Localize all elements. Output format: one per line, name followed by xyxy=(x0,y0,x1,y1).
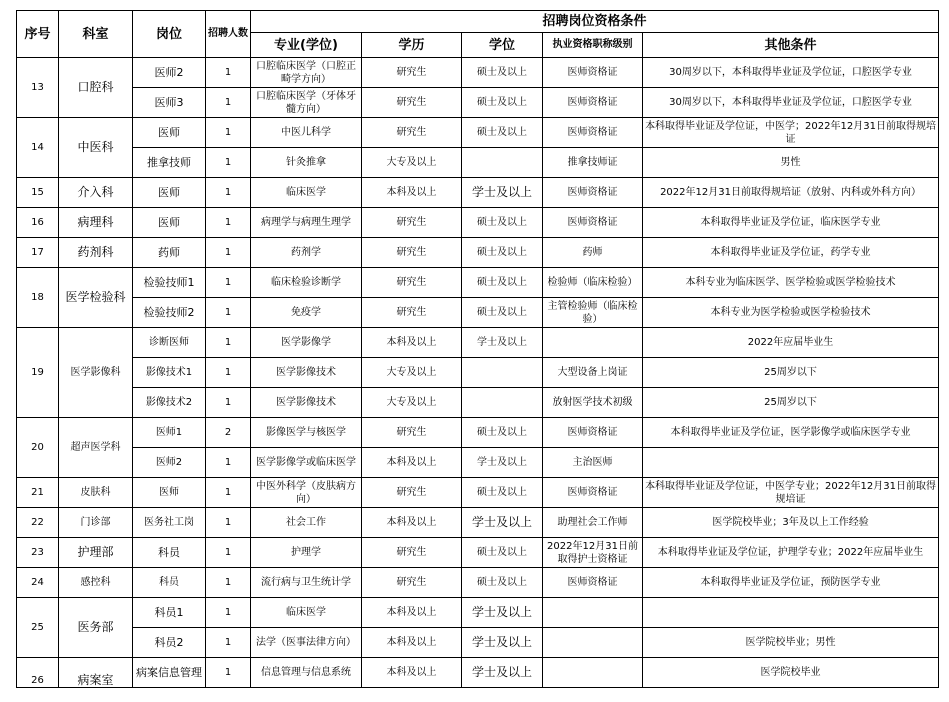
cell-education: 本科及以上 xyxy=(362,628,462,658)
cell-degree: 硕士及以上 xyxy=(462,208,543,238)
cell-cert: 医师资格证 xyxy=(543,58,643,88)
cell-dept: 医学影像科 xyxy=(59,328,133,418)
cell-cert xyxy=(543,328,643,358)
recruitment-table xyxy=(16,10,939,688)
cell-dept: 门诊部 xyxy=(59,508,133,538)
cell-education: 研究生 xyxy=(362,568,462,598)
cell-major: 中医儿科学 xyxy=(251,118,362,148)
cell-degree xyxy=(462,358,543,388)
cell-count: 1 xyxy=(206,238,251,268)
table-row xyxy=(17,508,939,538)
cell-major: 医学影像学 xyxy=(251,328,362,358)
cell-count: 1 xyxy=(206,298,251,328)
cell-major: 流行病与卫生统计学 xyxy=(251,568,362,598)
cell-degree: 学士及以上 xyxy=(462,328,543,358)
cell-major: 医学影像技术 xyxy=(251,388,362,418)
cell-position: 医师 xyxy=(133,118,206,148)
cell-degree: 硕士及以上 xyxy=(462,118,543,148)
cell-seq: 19 xyxy=(17,328,59,418)
cell-position: 医师2 xyxy=(133,448,206,478)
table-row xyxy=(17,448,939,478)
table-row xyxy=(17,88,939,118)
cell-position: 检验技师1 xyxy=(133,268,206,298)
cell-seq: 21 xyxy=(17,478,59,508)
cell-position: 医师3 xyxy=(133,88,206,118)
table-row xyxy=(17,298,939,328)
cell-degree: 学士及以上 xyxy=(462,628,543,658)
cell-degree: 硕士及以上 xyxy=(462,538,543,568)
cell-major: 中医外科学（皮肤病方向） xyxy=(251,478,362,508)
cell-other xyxy=(643,598,939,628)
cell-major: 临床医学 xyxy=(251,598,362,628)
cell-other: 2022年12月31日前取得规培证（放射、内科或外科方向） xyxy=(643,178,939,208)
cell-cert: 推拿技师证 xyxy=(543,148,643,178)
cell-education: 本科及以上 xyxy=(362,448,462,478)
cell-dept: 医务部 xyxy=(59,598,133,658)
cell-count: 1 xyxy=(206,58,251,88)
cell-dept: 药剂科 xyxy=(59,238,133,268)
cell-major: 医学影像学或临床医学 xyxy=(251,448,362,478)
cell-position: 影像技术1 xyxy=(133,358,206,388)
header-count: 招聘人数 xyxy=(206,11,251,58)
cell-education: 大专及以上 xyxy=(362,148,462,178)
cell-count: 1 xyxy=(206,448,251,478)
table-row xyxy=(17,238,939,268)
cell-position: 科员2 xyxy=(133,628,206,658)
table-row xyxy=(17,628,939,658)
cell-degree xyxy=(462,388,543,418)
cell-cert: 主管检验师（临床检验） xyxy=(543,298,643,328)
cell-other xyxy=(643,448,939,478)
cell-cert: 放射医学技术初级 xyxy=(543,388,643,418)
cell-count: 1 xyxy=(206,538,251,568)
cell-position: 医师1 xyxy=(133,418,206,448)
table-row xyxy=(17,568,939,598)
cell-major: 口腔临床医学（牙体牙髓方向） xyxy=(251,88,362,118)
cell-degree: 硕士及以上 xyxy=(462,568,543,598)
cell-other: 本科取得毕业证及学位证，临床医学专业 xyxy=(643,208,939,238)
cell-education: 研究生 xyxy=(362,88,462,118)
cell-dept: 口腔科 xyxy=(59,58,133,118)
cell-cert: 2022年12月31日前取得护士资格证 xyxy=(543,538,643,568)
header-degree: 学位 xyxy=(462,33,543,58)
cell-position: 科员 xyxy=(133,538,206,568)
cell-other: 本科取得毕业证及学位证，药学专业 xyxy=(643,238,939,268)
table-row xyxy=(17,58,939,88)
cell-seq: 15 xyxy=(17,178,59,208)
cell-cert xyxy=(543,658,643,688)
cell-dept: 中医科 xyxy=(59,118,133,178)
cell-education: 研究生 xyxy=(362,238,462,268)
cell-seq: 23 xyxy=(17,538,59,568)
cell-other: 2022年应届毕业生 xyxy=(643,328,939,358)
cell-other: 男性 xyxy=(643,148,939,178)
cell-other: 本科专业为临床医学、医学检验或医学检验技术 xyxy=(643,268,939,298)
cell-cert: 医师资格证 xyxy=(543,88,643,118)
cell-position: 药师 xyxy=(133,238,206,268)
cell-major: 口腔临床医学（口腔正畸学方向） xyxy=(251,58,362,88)
cell-count: 1 xyxy=(206,88,251,118)
header-cert: 执业资格职称级别 xyxy=(543,33,643,58)
table-row xyxy=(17,388,939,418)
cell-other: 医学院校毕业；3年及以上工作经验 xyxy=(643,508,939,538)
cell-count: 2 xyxy=(206,418,251,448)
cell-education: 本科及以上 xyxy=(362,328,462,358)
cell-degree: 学士及以上 xyxy=(462,448,543,478)
cell-seq: 25 xyxy=(17,598,59,658)
cell-cert: 大型设备上岗证 xyxy=(543,358,643,388)
cell-cert: 医师资格证 xyxy=(543,568,643,598)
header-position: 岗位 xyxy=(133,11,206,58)
cell-count: 1 xyxy=(206,508,251,538)
cell-position: 医师 xyxy=(133,478,206,508)
cell-count: 1 xyxy=(206,658,251,688)
cell-major: 免疫学 xyxy=(251,298,362,328)
cell-major: 信息管理与信息系统 xyxy=(251,658,362,688)
cell-count: 1 xyxy=(206,328,251,358)
cell-other: 25周岁以下 xyxy=(643,358,939,388)
cell-degree: 硕士及以上 xyxy=(462,268,543,298)
cell-other: 25周岁以下 xyxy=(643,388,939,418)
cell-dept: 皮肤科 xyxy=(59,478,133,508)
cell-position: 医务社工岗 xyxy=(133,508,206,538)
table-row xyxy=(17,208,939,238)
cell-position: 影像技术2 xyxy=(133,388,206,418)
cell-count: 1 xyxy=(206,208,251,238)
cell-cert: 医师资格证 xyxy=(543,478,643,508)
cell-count: 1 xyxy=(206,568,251,598)
cell-position: 推拿技师 xyxy=(133,148,206,178)
table-row xyxy=(17,478,939,508)
cell-position: 医师 xyxy=(133,208,206,238)
cell-cert: 医师资格证 xyxy=(543,418,643,448)
cell-other: 本科取得毕业证及学位证，中医学；2022年12月31日前取得规培证 xyxy=(643,118,939,148)
header-education: 学历 xyxy=(362,33,462,58)
cell-dept: 感控科 xyxy=(59,568,133,598)
cell-degree: 学士及以上 xyxy=(462,658,543,688)
cell-dept: 病案室 xyxy=(59,658,133,688)
cell-seq: 18 xyxy=(17,268,59,328)
cell-education: 大专及以上 xyxy=(362,358,462,388)
header-dept: 科室 xyxy=(59,11,133,58)
cell-position: 医师2 xyxy=(133,58,206,88)
cell-education: 研究生 xyxy=(362,268,462,298)
cell-cert: 助理社会工作师 xyxy=(543,508,643,538)
cell-other: 本科取得毕业证及学位证，中医学专业；2022年12月31日前取得规培证 xyxy=(643,478,939,508)
cell-other: 本科取得毕业证及学位证，医学影像学或临床医学专业 xyxy=(643,418,939,448)
cell-seq: 17 xyxy=(17,238,59,268)
cell-major: 医学影像技术 xyxy=(251,358,362,388)
cell-degree xyxy=(462,148,543,178)
cell-seq: 24 xyxy=(17,568,59,598)
cell-degree: 硕士及以上 xyxy=(462,478,543,508)
table-row xyxy=(17,148,939,178)
cell-other: 医学院校毕业；男性 xyxy=(643,628,939,658)
cell-other: 30周岁以下，本科取得毕业证及学位证，口腔医学专业 xyxy=(643,88,939,118)
cell-degree: 硕士及以上 xyxy=(462,418,543,448)
cell-cert xyxy=(543,628,643,658)
table-row xyxy=(17,118,939,148)
header-qualifications: 招聘岗位资格条件 xyxy=(251,11,939,33)
cell-seq: 16 xyxy=(17,208,59,238)
cell-degree: 硕士及以上 xyxy=(462,88,543,118)
cell-education: 大专及以上 xyxy=(362,388,462,418)
cell-position: 诊断医师 xyxy=(133,328,206,358)
table-row xyxy=(17,358,939,388)
cell-cert: 主治医师 xyxy=(543,448,643,478)
table-row xyxy=(17,418,939,448)
cell-cert: 检验师（临床检验） xyxy=(543,268,643,298)
cell-major: 影像医学与核医学 xyxy=(251,418,362,448)
cell-count: 1 xyxy=(206,118,251,148)
cell-seq: 20 xyxy=(17,418,59,478)
cell-degree: 硕士及以上 xyxy=(462,58,543,88)
cell-degree: 学士及以上 xyxy=(462,598,543,628)
cell-seq: 13 xyxy=(17,58,59,118)
table-row xyxy=(17,178,939,208)
cell-count: 1 xyxy=(206,148,251,178)
cell-cert: 药师 xyxy=(543,238,643,268)
cell-count: 1 xyxy=(206,388,251,418)
cell-count: 1 xyxy=(206,268,251,298)
cell-count: 1 xyxy=(206,178,251,208)
cell-other: 医学院校毕业 xyxy=(643,658,939,688)
cell-education: 研究生 xyxy=(362,538,462,568)
cell-education: 本科及以上 xyxy=(362,178,462,208)
cell-education: 研究生 xyxy=(362,478,462,508)
header-other: 其他条件 xyxy=(643,33,939,58)
cell-count: 1 xyxy=(206,358,251,388)
cell-major: 法学（医事法律方向） xyxy=(251,628,362,658)
cell-position: 医师 xyxy=(133,178,206,208)
cell-major: 社会工作 xyxy=(251,508,362,538)
cell-cert: 医师资格证 xyxy=(543,178,643,208)
cell-count: 1 xyxy=(206,598,251,628)
cell-education: 本科及以上 xyxy=(362,658,462,688)
header-major: 专业(学位) xyxy=(251,33,362,58)
cell-degree: 学士及以上 xyxy=(462,508,543,538)
cell-count: 1 xyxy=(206,628,251,658)
cell-education: 研究生 xyxy=(362,208,462,238)
cell-major: 临床医学 xyxy=(251,178,362,208)
table-row xyxy=(17,328,939,358)
cell-dept: 病理科 xyxy=(59,208,133,238)
cell-education: 研究生 xyxy=(362,298,462,328)
cell-other: 30周岁以下，本科取得毕业证及学位证，口腔医学专业 xyxy=(643,58,939,88)
cell-dept: 超声医学科 xyxy=(59,418,133,478)
cell-degree: 硕士及以上 xyxy=(462,238,543,268)
table-row xyxy=(17,598,939,628)
cell-other: 本科专业为医学检验或医学检验技术 xyxy=(643,298,939,328)
cell-education: 研究生 xyxy=(362,118,462,148)
cell-other: 本科取得毕业证及学位证，护理学专业；2022年应届毕业生 xyxy=(643,538,939,568)
cell-other: 本科取得毕业证及学位证，预防医学专业 xyxy=(643,568,939,598)
cell-seq: 26 xyxy=(17,658,59,688)
cell-cert xyxy=(543,598,643,628)
table-row xyxy=(17,268,939,298)
cell-seq: 14 xyxy=(17,118,59,178)
cell-major: 药剂学 xyxy=(251,238,362,268)
cell-major: 护理学 xyxy=(251,538,362,568)
header-seq: 序号 xyxy=(17,11,59,58)
cell-education: 研究生 xyxy=(362,58,462,88)
cell-degree: 硕士及以上 xyxy=(462,298,543,328)
cell-major: 临床检验诊断学 xyxy=(251,268,362,298)
table-row xyxy=(17,658,939,688)
cell-position: 科员1 xyxy=(133,598,206,628)
cell-dept: 介入科 xyxy=(59,178,133,208)
cell-dept: 护理部 xyxy=(59,538,133,568)
cell-position: 检验技师2 xyxy=(133,298,206,328)
cell-major: 病理学与病理生理学 xyxy=(251,208,362,238)
cell-position: 科员 xyxy=(133,568,206,598)
cell-major: 针灸推拿 xyxy=(251,148,362,178)
cell-position: 病案信息管理 xyxy=(133,658,206,688)
cell-education: 本科及以上 xyxy=(362,508,462,538)
cell-seq: 22 xyxy=(17,508,59,538)
cell-cert: 医师资格证 xyxy=(543,118,643,148)
cell-degree: 学士及以上 xyxy=(462,178,543,208)
cell-dept: 医学检验科 xyxy=(59,268,133,328)
cell-cert: 医师资格证 xyxy=(543,208,643,238)
table-row xyxy=(17,538,939,568)
cell-education: 本科及以上 xyxy=(362,598,462,628)
cell-count: 1 xyxy=(206,478,251,508)
cell-education: 研究生 xyxy=(362,418,462,448)
